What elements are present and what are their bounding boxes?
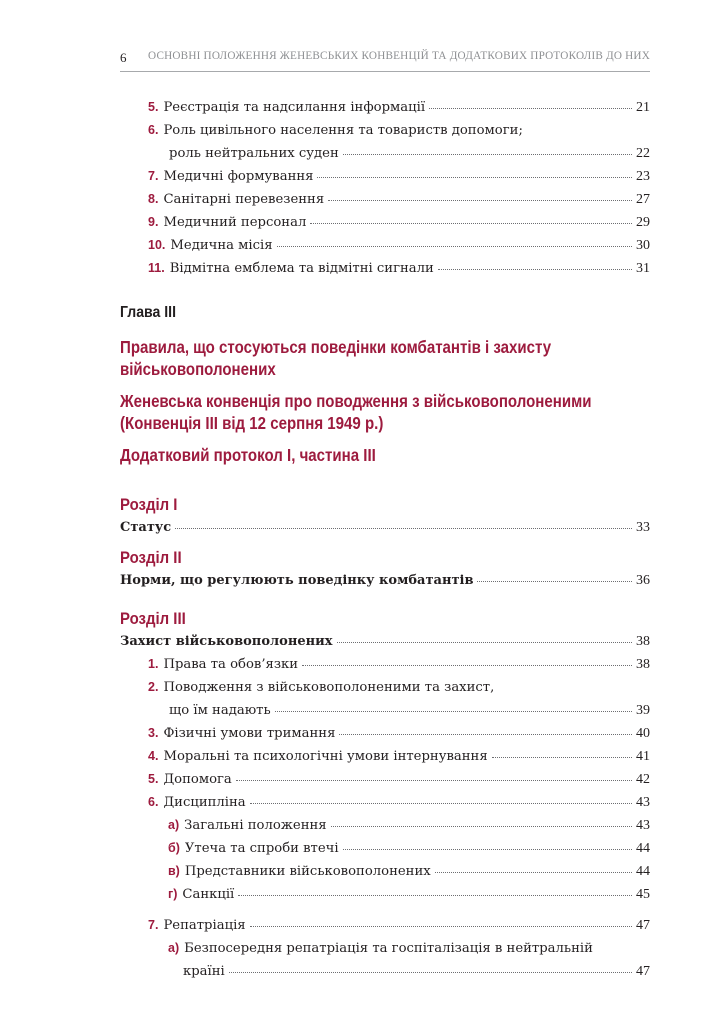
- dot-leader: [343, 154, 632, 155]
- chapter-title[interactable]: Правила, що стосуються поведінки комбатантів і захисту військовополонених: [120, 337, 552, 379]
- dot-leader: [438, 269, 632, 270]
- toc-entry-continuation[interactable]: [120, 699, 650, 722]
- entry-number: 8.: [148, 192, 159, 206]
- toc-subentry[interactable]: [120, 837, 650, 860]
- section-label: Розділ III: [120, 609, 186, 628]
- dot-leader: [302, 665, 632, 666]
- page-number: 6: [120, 50, 127, 65]
- entry-page: 47: [636, 918, 650, 933]
- entry-title: Санкції: [182, 887, 235, 902]
- dot-leader: [250, 803, 632, 804]
- toc-entry[interactable]: [120, 165, 650, 188]
- entry-number: 5.: [148, 772, 159, 786]
- entry-page: 38: [636, 634, 650, 649]
- entry-title: Допомога: [163, 772, 232, 787]
- toc-subentry[interactable]: [120, 937, 650, 960]
- entry-number: 5.: [148, 100, 159, 114]
- toc-entry[interactable]: [120, 234, 650, 257]
- dot-leader: [310, 223, 632, 224]
- toc-entry[interactable]: [120, 211, 650, 234]
- entry-page: 33: [636, 520, 650, 535]
- entry-title: Безпосередня репатріація та госпіталізація в нейтральній: [184, 941, 593, 956]
- entry-title: Медична місія: [170, 238, 273, 253]
- toc-entry[interactable]: [120, 676, 650, 699]
- dot-leader: [477, 581, 632, 582]
- dot-leader: [492, 757, 632, 758]
- entry-page: 41: [636, 749, 650, 764]
- chapter-label: Глава III: [120, 304, 177, 321]
- entry-page: 27: [636, 192, 650, 207]
- dot-leader: [238, 895, 632, 896]
- toc-entry[interactable]: [120, 96, 650, 119]
- entry-title: Репатріація: [163, 918, 246, 933]
- entry-title: Моральні та психологічні умови інтернування: [163, 749, 488, 764]
- section-label: Розділ I: [120, 495, 178, 514]
- entry-number: 1.: [148, 657, 159, 671]
- chapter-convention[interactable]: Женевська конвенція про поводження з військовополоненими (Конвенція III від 12 серпня 1949 р.): [120, 391, 592, 433]
- entry-page: 44: [636, 864, 650, 879]
- entry-number: 10.: [148, 238, 166, 252]
- toc-entry[interactable]: [120, 768, 650, 791]
- running-title: ОСНОВНІ ПОЛОЖЕННЯ ЖЕНЕВСЬКИХ КОНВЕНЦІЙ ТА ДОДАТКОВИХ ПРОТОКОЛІВ ДО НИХ: [148, 50, 650, 62]
- toc-entry[interactable]: [120, 914, 650, 937]
- entry-title: Загальні положення: [184, 818, 327, 833]
- dot-leader: [435, 872, 632, 873]
- entry-number: 7.: [148, 169, 159, 183]
- table-of-contents: [120, 96, 650, 983]
- toc-subentry[interactable]: [120, 860, 650, 883]
- running-header: [120, 50, 650, 72]
- toc-entry-continuation[interactable]: [120, 142, 650, 165]
- dot-leader: [275, 711, 632, 712]
- entry-title: Медичні формування: [163, 169, 314, 184]
- entry-title: Поводження з військовополоненими та захист,: [163, 680, 495, 695]
- entry-page: 22: [636, 146, 650, 161]
- section-label: Розділ II: [120, 548, 182, 567]
- entry-page: 42: [636, 772, 650, 787]
- entry-title: Представники військовополонених: [184, 864, 431, 879]
- entry-letter: г): [168, 887, 178, 901]
- entry-title: Фізичні умови тримання: [163, 726, 336, 741]
- dot-leader: [429, 108, 632, 109]
- section-heading-title: Статус: [120, 520, 172, 535]
- entry-page: 47: [636, 964, 650, 979]
- entry-title-continued: роль нейтральних суден: [169, 146, 339, 161]
- entry-page: 23: [636, 169, 650, 184]
- entry-title: Медичний персонал: [163, 215, 307, 230]
- section-heading-title: Захист військовополонених: [120, 634, 333, 649]
- entry-title: Дисципліна: [163, 795, 246, 810]
- entry-title-continued: країні: [183, 964, 225, 979]
- entry-page: 29: [636, 215, 650, 230]
- toc-entry[interactable]: [120, 119, 650, 142]
- toc-entry[interactable]: [120, 257, 650, 280]
- entry-letter: а): [168, 941, 180, 955]
- dot-leader: [343, 849, 632, 850]
- dot-leader: [328, 200, 632, 201]
- entry-letter: б): [168, 841, 180, 855]
- entry-title: Санітарні перевезення: [163, 192, 325, 207]
- entry-number: 6.: [148, 123, 159, 137]
- dot-leader: [175, 528, 632, 529]
- entry-number: 7.: [148, 918, 159, 932]
- toc-subentry[interactable]: [120, 883, 650, 906]
- section-heading[interactable]: [120, 516, 650, 539]
- toc-subentry[interactable]: [120, 814, 650, 837]
- entry-title: Права та обов’язки: [163, 657, 299, 672]
- entry-letter: в): [168, 864, 180, 878]
- toc-subentry-continuation[interactable]: [120, 960, 650, 983]
- chapter-protocol[interactable]: Додатковий протокол I, частина III: [120, 445, 376, 465]
- section-heading[interactable]: [120, 630, 650, 653]
- section-heading[interactable]: [120, 569, 650, 592]
- entry-page: 36: [636, 573, 650, 588]
- entry-title: Утеча та спроби втечі: [184, 841, 339, 856]
- dot-leader: [229, 972, 632, 973]
- entry-number: 3.: [148, 726, 159, 740]
- entry-page: 43: [636, 818, 650, 833]
- entry-title: Реєстрація та надсилання інформації: [163, 100, 426, 115]
- dot-leader: [337, 642, 632, 643]
- dot-leader: [250, 926, 632, 927]
- entry-page: 38: [636, 657, 650, 672]
- entry-page: 21: [636, 100, 650, 115]
- entry-number: 2.: [148, 680, 159, 694]
- entry-title: Відмітна емблема та відмітні сигнали: [169, 261, 434, 276]
- entry-page: 39: [636, 703, 650, 718]
- entry-number: 11.: [148, 261, 165, 275]
- entry-letter: а): [168, 818, 180, 832]
- toc-entry[interactable]: [120, 791, 650, 814]
- entry-title: Роль цивільного населення та товариств допомоги;: [163, 123, 523, 138]
- entry-page: 43: [636, 795, 650, 810]
- dot-leader: [317, 177, 632, 178]
- dot-leader: [277, 246, 632, 247]
- entry-page: 30: [636, 238, 650, 253]
- toc-entry[interactable]: [120, 188, 650, 211]
- entry-page: 40: [636, 726, 650, 741]
- dot-leader: [331, 826, 632, 827]
- entry-page: 31: [636, 261, 650, 276]
- entry-number: 6.: [148, 795, 159, 809]
- section-heading-title: Норми, що регулюють поведінку комбатантів: [120, 573, 474, 588]
- dot-leader: [339, 734, 632, 735]
- toc-entry[interactable]: [120, 653, 650, 676]
- entry-title-continued: що їм надають: [169, 703, 271, 718]
- entry-number: 9.: [148, 215, 159, 229]
- entry-page: 44: [636, 841, 650, 856]
- dot-leader: [236, 780, 632, 781]
- toc-entry[interactable]: [120, 745, 650, 768]
- entry-page: 45: [636, 887, 650, 902]
- toc-entry[interactable]: [120, 722, 650, 745]
- entry-number: 4.: [148, 749, 159, 763]
